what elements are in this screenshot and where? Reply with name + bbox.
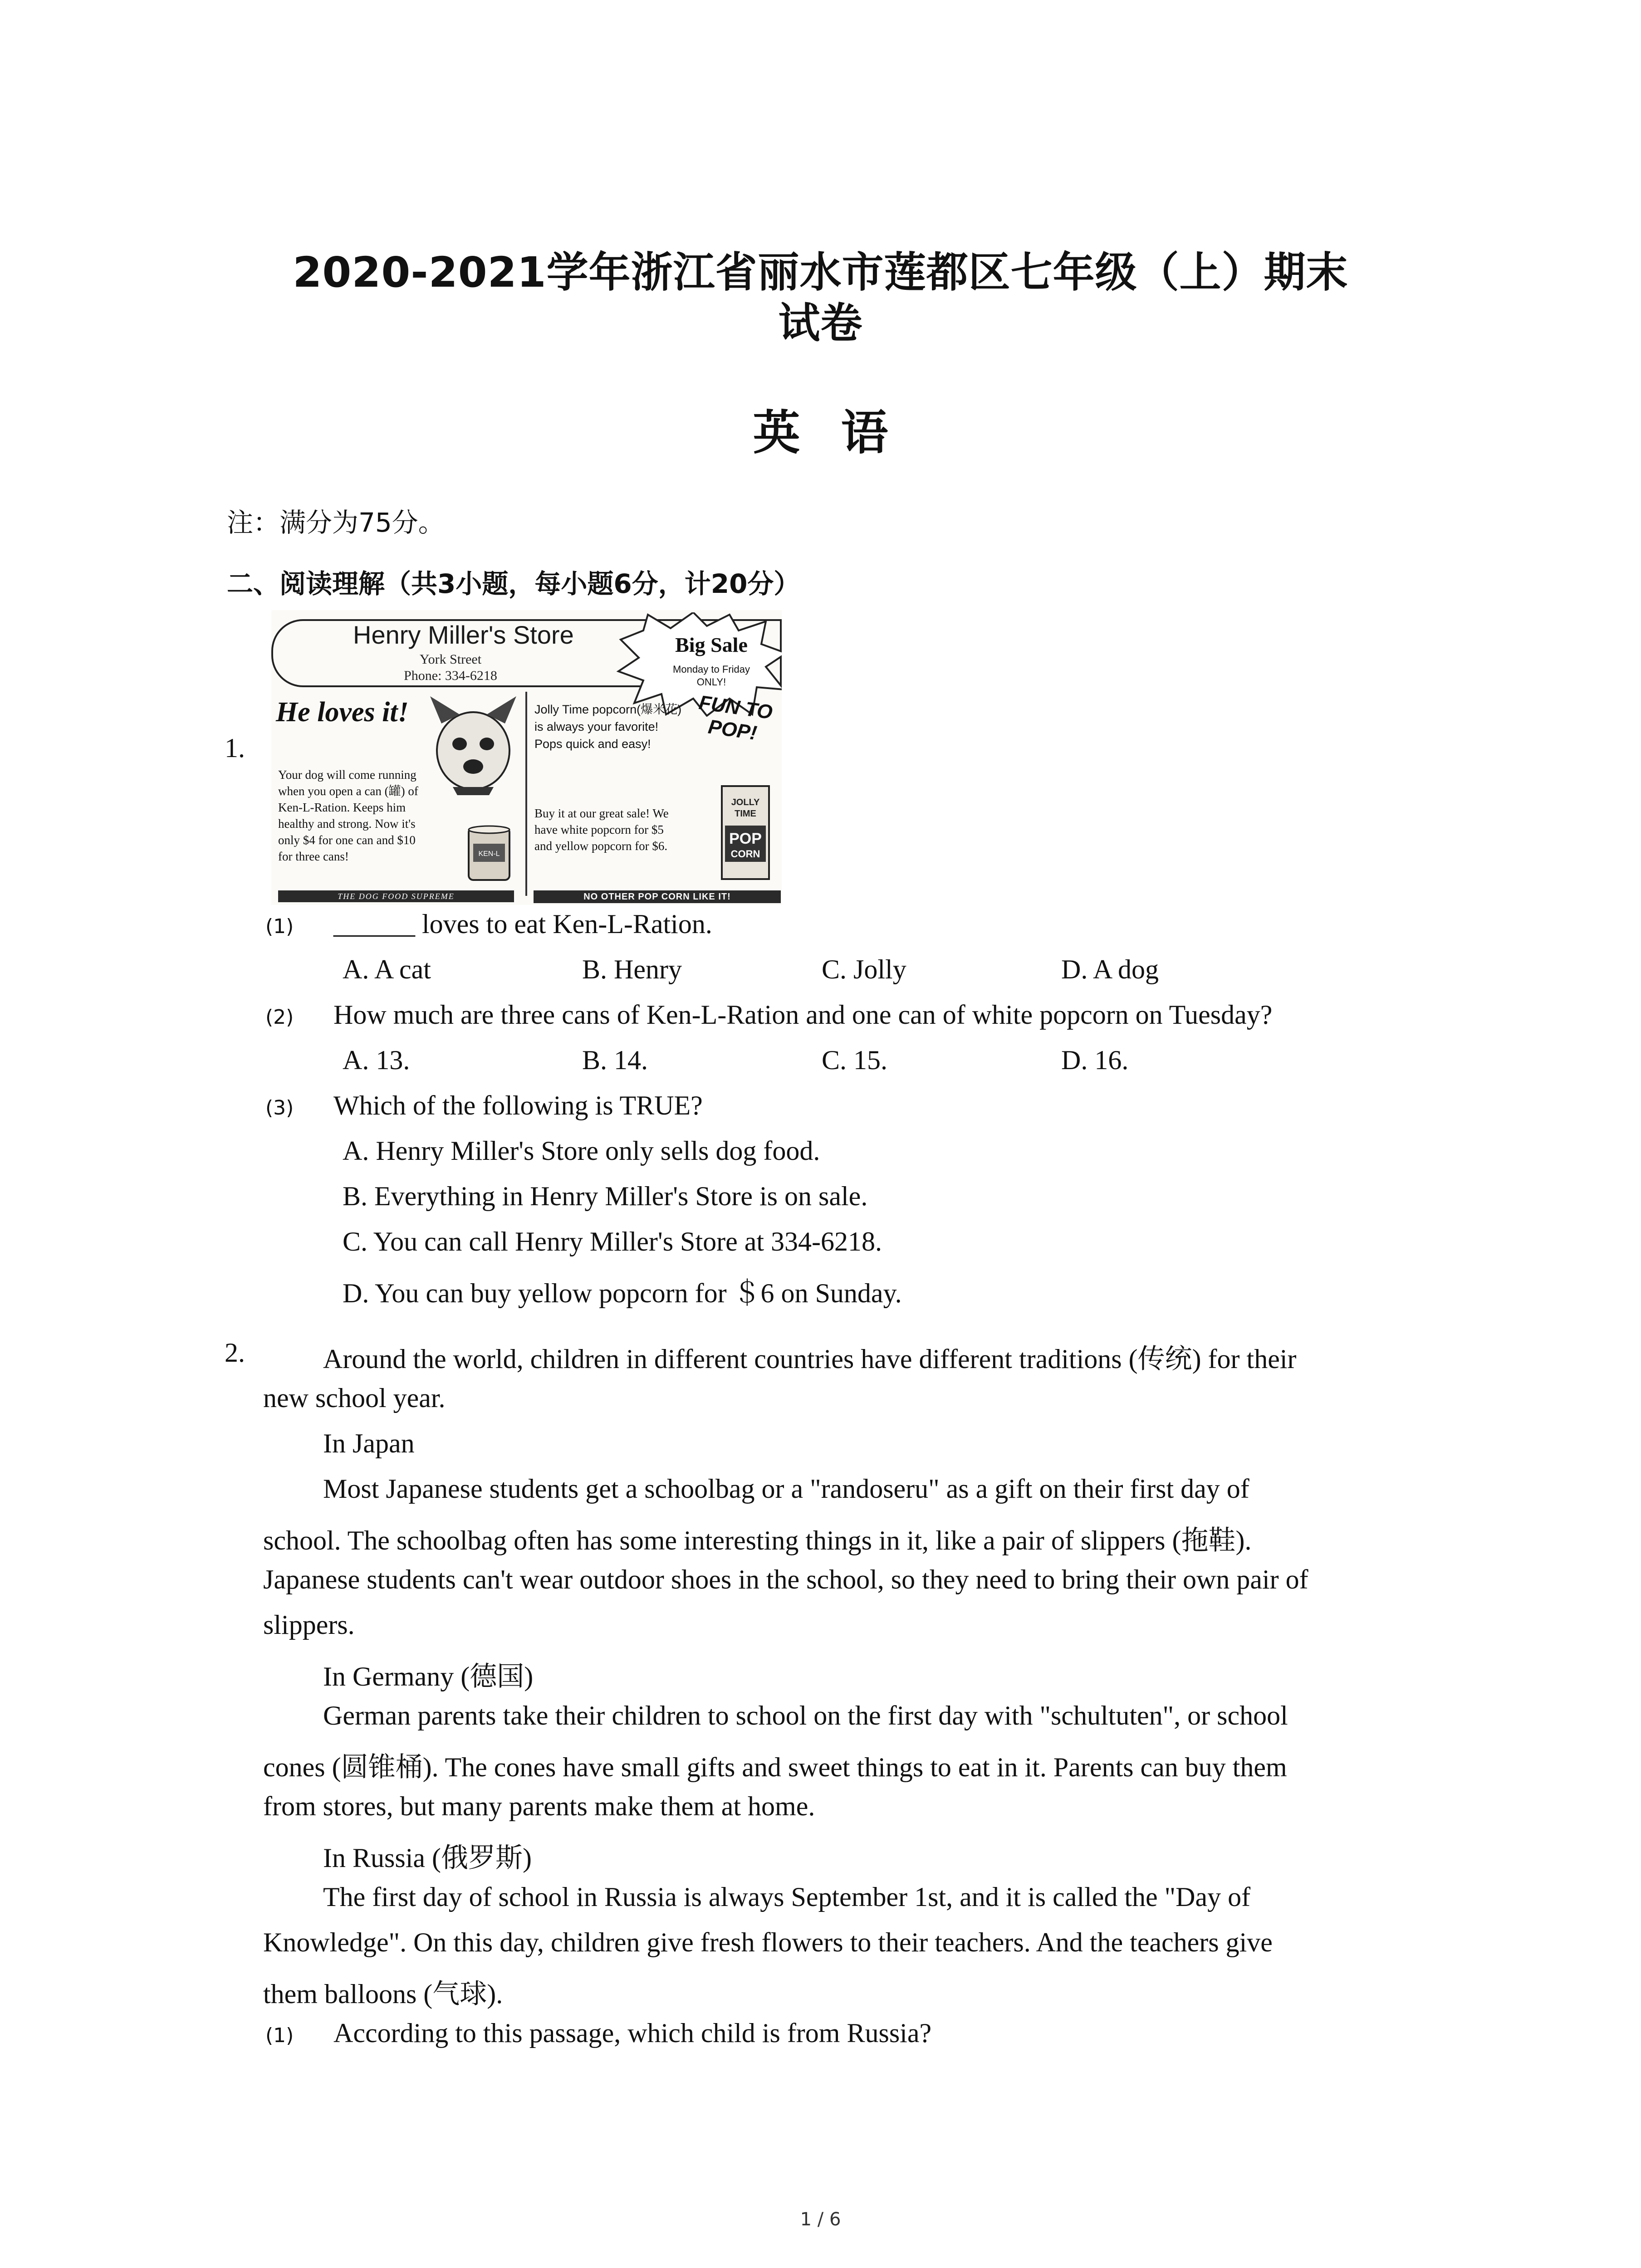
option-c: C. Jolly [822, 954, 906, 984]
subquestion-label: (1) [265, 915, 294, 938]
passage-line: cones (圆锥桶). The cones have small gifts and sweet things to eat in it. Parents can buy them [263, 1752, 1287, 1782]
question-number: 2. [225, 1338, 245, 1368]
subject-heading: 英语 [753, 405, 929, 460]
subquestion-stem: Which of the following is TRUE? [333, 1090, 703, 1120]
option-c: C. 15. [822, 1045, 888, 1075]
title-line-2: 试卷 [778, 299, 863, 347]
passage-line: from stores, but many parents make them at home. [263, 1791, 815, 1821]
svg-text:TIME: TIME [735, 809, 756, 819]
sale-days: Monday to Friday [673, 664, 750, 675]
popcorn-banner: NO OTHER POP CORN LIKE IT! [534, 890, 781, 903]
passage-heading: In Russia (俄罗斯) [323, 1843, 532, 1873]
can-label: KEN-L [478, 850, 500, 858]
ad-divider [525, 692, 527, 896]
section-heading: 二、阅读理解（共3小题，每小题6分，计20分） [227, 568, 800, 599]
passage-line: school. The schoolbag often has some interesting things in it, like a pair of slippers (拖鞋). [263, 1525, 1252, 1555]
page-number: 1 / 6 [800, 2209, 841, 2230]
score-note: 注：满分为75分。 [227, 507, 445, 538]
dog-food-text: Your dog will come running when you open a can (罐) of Ken-L-Ration. Keeps him healthy and strong. Now it's only $4 for one can and $10 for three cans! [278, 768, 418, 863]
svg-text:CORN: CORN [730, 848, 760, 860]
subquestion-label: (2) [265, 1006, 294, 1029]
store-street: York Street [419, 652, 482, 667]
exam-title [191, 247, 1450, 349]
svg-text:JOLLY: JOLLY [731, 797, 760, 807]
option-c: C. You can call Henry Miller's Store at 334-6218. [343, 1227, 882, 1256]
option-b: B. 14. [582, 1045, 648, 1075]
passage-line: Japanese students can't wear outdoor shoes in the school, so they need to bring their own pair of [263, 1564, 1308, 1594]
store-name: Henry Miller's Store [353, 621, 574, 649]
svg-text:POP: POP [729, 830, 762, 847]
option-d: D. 16. [1061, 1045, 1129, 1075]
passage-line: them balloons (气球). [263, 1979, 503, 2009]
title-line-1: 2020-2021学年浙江省丽水市莲都区七年级（上）期末 [293, 248, 1348, 297]
option-b: B. Everything in Henry Miller's Store is on sale. [343, 1181, 868, 1211]
option-a: A. A cat [343, 954, 431, 984]
option-d: D. You can buy yellow popcorn for ＄6 on Sunday. [343, 1278, 902, 1308]
advertisement-image [271, 610, 782, 905]
option-a: A. Henry Miller's Store only sells dog food. [343, 1136, 820, 1166]
subquestion-stem: According to this passage, which child is from Russia? [333, 2018, 932, 2048]
sale-only: ONLY! [696, 676, 726, 688]
passage-line: new school year. [263, 1383, 446, 1413]
option-a: A. 13. [343, 1045, 410, 1075]
question-number: 1. [225, 733, 245, 763]
loves-slogan: He loves it! [276, 697, 409, 728]
passage-line: German parents take their children to school on the first day with "schultuten", or school [323, 1701, 1288, 1730]
popcorn-text: Jolly Time popcorn(爆米花) is always your favorite! Pops quick and easy! [534, 703, 682, 751]
subquestion-label: (1) [265, 2024, 294, 2047]
dog-food-banner: THE DOG FOOD SUPREME [278, 890, 514, 902]
passage-line: slippers. [263, 1610, 355, 1640]
dog-icon [421, 696, 525, 796]
passage-heading: In Germany (德国) [323, 1662, 534, 1691]
passage-line: Most Japanese students get a schoolbag or a "randoseru" as a gift on their first day of [323, 1474, 1249, 1504]
dog-food-can-icon [464, 823, 514, 882]
passage-line: Around the world, children in different countries have different traditions (传统) for their [323, 1344, 1297, 1374]
subquestion-label: (3) [265, 1096, 294, 1119]
passage-line: The first day of school in Russia is always September 1st, and it is called the "Day of [323, 1882, 1251, 1912]
sale-title: Big Sale [675, 633, 748, 656]
fun-to-pop-slogan: FUN TO POP! [697, 691, 774, 745]
option-b: B. Henry [582, 954, 682, 984]
store-phone: Phone: 334-6218 [404, 668, 497, 683]
passage-heading: In Japan [323, 1428, 415, 1458]
subquestion-stem: How much are three cans of Ken-L-Ration and one can of white popcorn on Tuesday? [333, 1000, 1273, 1030]
popcorn-box-icon [718, 782, 773, 882]
passage-line: Knowledge". On this day, children give fresh flowers to their teachers. And the teachers give [263, 1927, 1273, 1957]
option-d: D. A dog [1061, 954, 1159, 984]
popcorn-sale-text: Buy it at our great sale! We have white popcorn for $5 and yellow popcorn for $6. [534, 807, 669, 853]
subquestion-stem: ______ loves to eat Ken-L-Ration. [333, 909, 712, 939]
